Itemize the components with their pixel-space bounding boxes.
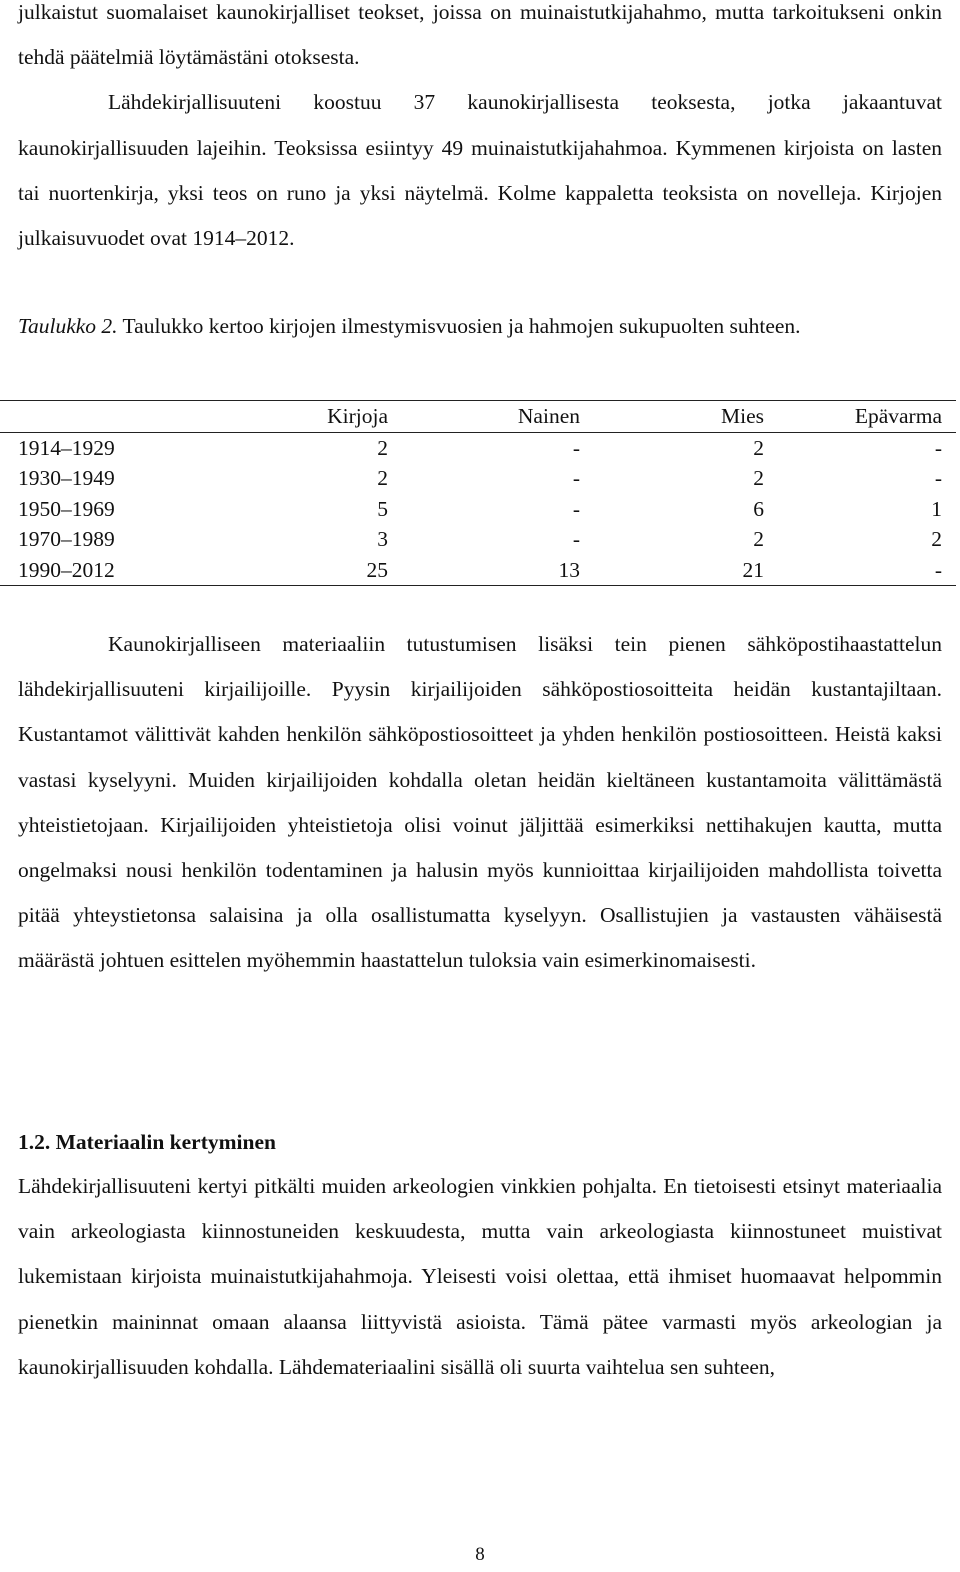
- header-cell-period: [0, 401, 168, 433]
- table-row: [0, 494, 956, 525]
- table-header-row: [0, 401, 956, 433]
- header-cell-books: Kirjoja: [327, 404, 388, 428]
- cell-male: 2: [753, 527, 764, 551]
- material-paragraph: Lähdekirjallisuuteni kertyi pitkälti muiden arkeologien vinkkien pohjalta. En tietoisesti etsinyt materiaalia vain arkeologiasta kiinnostuneiden keskuudesta, mutta vain arkeologiasta kiinnostuneet muistivat lukemistaan kirjoista muinaistutkijahahmoja. Yleisesti voisi olettaa, että ihmiset huomaavat helpommin pienetkin maininnat omaan alaansa liittyvistä asioista. Tämä pätee varmasti myös arkeologian ja kaunokirjallisuuden kohdalla. Lähdemateriaalini sisällä oli suurta vaihtelua sen suhteen,: [18, 1174, 942, 1379]
- cell-uncertain: -: [934, 435, 942, 460]
- cell-books: 3: [377, 527, 388, 551]
- table-row: [0, 555, 956, 586]
- section-heading: 1.2. Materiaalin kertyminen: [18, 1130, 276, 1154]
- intro-paragraph: [18, 0, 942, 261]
- cell-male: 6: [753, 496, 764, 521]
- data-table: [0, 400, 956, 586]
- cell-period: 1914–1929: [18, 435, 115, 460]
- cell-period: 1990–2012: [18, 557, 115, 582]
- cell-male: 21: [742, 557, 764, 582]
- interview-paragraph: Kaunokirjalliseen materiaaliin tutustumisen lisäksi tein pienen sähköpostihaastattelun lähdekirjallisuuteni kirjailijoille. Pyysin kirjailijoiden sähköpostiosoitteita heidän kustantajiltaan. Kustantamot välittivät kahden henkilön sähköpostiosoitteet ja yhden henkilön postiosoitteen. Heistä kaksi vastasi kyselyyni. Muiden kirjailijoiden kohdalla oletan heidän kieltäneen kustantamoita välittämästä yhteistietojaan. Kirjailijoiden yhteistietoja olisi voinut jäljittää esimerkiksi nettihakujen kautta, mutta ongelmaksi nousi henkilön todentaminen ja halusin myös kunnioittaa kirjailijoiden mahdollista toivetta pitää yhteystietonsa salaisina ja olla osallistumatta kyselyyn. Osallistujien ja vastausten vähäisestä määrästä johtuen esittelen myöhemmin haastattelun tuloksia vain esimerkinomaisesti.: [18, 632, 942, 973]
- cell-uncertain: -: [934, 557, 942, 582]
- table-caption: [18, 304, 942, 349]
- table-row: [0, 524, 956, 555]
- cell-books: 2: [377, 466, 388, 490]
- table-row: [0, 463, 956, 494]
- cell-uncertain: -: [934, 466, 942, 490]
- paragraph-sources: Lähdekirjallisuuteni koostuu 37 kaunokirjallisesta teoksesta, jotka jakaantuvat kaunokirjallisuuden lajeihin. Teoksissa esiintyy 49 muinaistutkijahahmoa. Kymmenen kirjoista on lasten tai nuortenkirja, yksi teos on runo ja yksi näytelmä. Kolme kappaletta teoksista on novelleja. Kirjojen julkaisuvuodet ovat 1914–2012.: [18, 90, 942, 251]
- cell-female: 13: [558, 557, 580, 582]
- cell-books: 2: [377, 435, 388, 460]
- table-container: [0, 400, 956, 586]
- table-row: [0, 432, 956, 463]
- paragraph-continuation: julkaistut suomalaiset kaunokirjalliset teokset, joissa on muinaistutkijahahmo, mutta tarkoitukseni onkin tehdä päätelmiä löytämästäni otoksesta.: [18, 0, 942, 70]
- cell-period: 1970–1989: [18, 527, 115, 551]
- cell-female: -: [572, 435, 580, 460]
- table-label: Taulukko 2.: [18, 314, 118, 338]
- cell-books: 5: [377, 496, 388, 521]
- page-number: 8: [475, 1544, 485, 1565]
- cell-male: 2: [753, 435, 764, 460]
- cell-uncertain: 2: [931, 527, 942, 551]
- cell-female: -: [572, 466, 580, 490]
- table-caption-text: Taulukko kertoo kirjojen ilmestymisvuosien ja hahmojen sukupuolten suhteen.: [117, 314, 801, 338]
- header-cell-uncertain: Epävarma: [854, 404, 942, 428]
- cell-female: -: [572, 496, 580, 521]
- cell-books: 25: [366, 557, 388, 582]
- cell-male: 2: [753, 466, 764, 490]
- cell-uncertain: 1: [931, 496, 942, 521]
- cell-period: 1950–1969: [18, 496, 115, 521]
- header-cell-female: Nainen: [517, 404, 580, 428]
- cell-period: 1930–1949: [18, 466, 115, 490]
- cell-female: -: [572, 527, 580, 551]
- header-cell-male: Mies: [721, 404, 764, 428]
